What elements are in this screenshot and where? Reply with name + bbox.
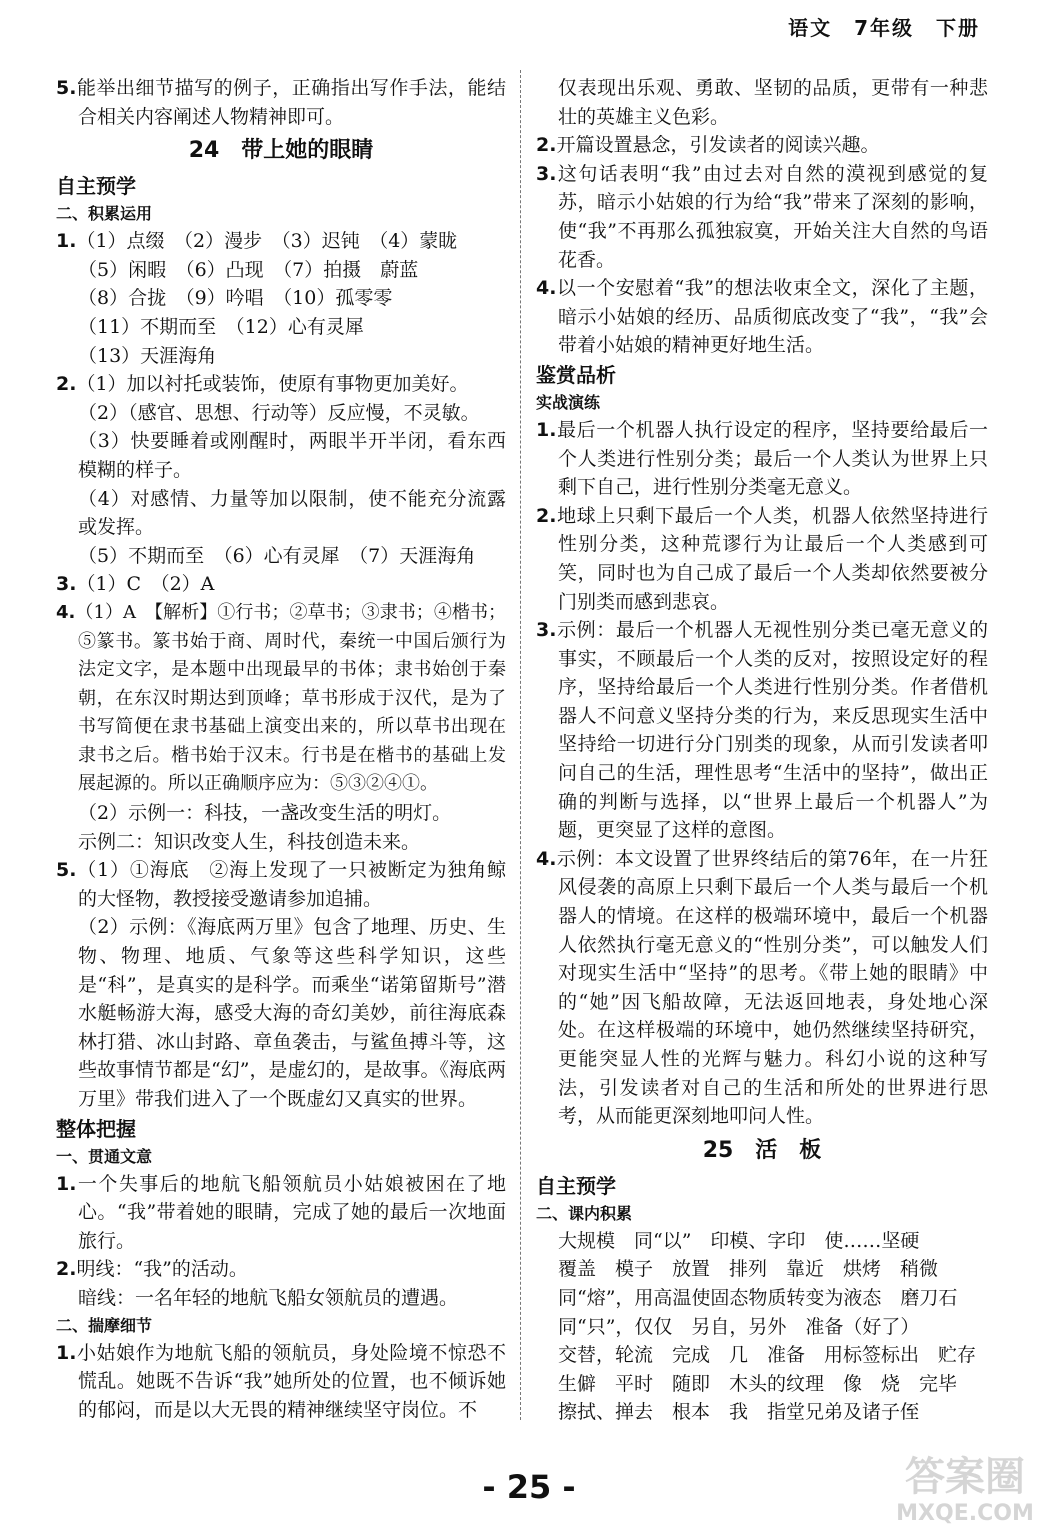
watermark-url: MXQE.COM (896, 1501, 1034, 1526)
subsection-heading: 实战演练 (536, 392, 601, 412)
answer-line: （2）（感官、思想、行动等）反应慢，不灵敏。 (78, 401, 480, 424)
answer-item: 4.示例：本文设置了世界终结后的第76年，在一片狂风侵袭的高原上只剩下最后一个人类与最后一个机器人的情境。在这样的极端环境中，最后一个机器人依然执行毫无意义的“性别分类”，可以触发人们对现实生活中“坚持”的思考。《带上她的眼睛》中的“她”因飞船故障，无法返回地表，身处地心深处。在这样极端的环境中，她仍然继续坚持研究，更能突显人性的光辉与魅力。科幻小说的这种写法，引发读者对自己的生活和所处的世界进行思考，从而能更深刻地叩问人性。 (536, 847, 988, 1128)
vocab-line: 覆盖 模子 放置 排列 靠近 烘烤 稍微 (558, 1258, 939, 1281)
subsection-heading: 二、课内积累 (536, 1203, 633, 1223)
answer-line: （11）不期而至 （12）心有灵犀 (78, 315, 364, 338)
answer-item: 3.（1）C （2）A (56, 573, 215, 596)
answer-line: （5）闲暇 （6）凸现 （7）拍摄 蔚蓝 (78, 258, 419, 281)
answer-item: 2.开篇设置悬念，引发读者的阅读兴趣。 (536, 134, 880, 157)
answer-line: 示例二：知识改变人生，科技创造未来。 (78, 830, 421, 853)
answer-item: 4.（1）A 【解析】①行书；②草书；③隶书；④楷书；⑤篆书。篆书始于商、周时代，秦统一中国后颁行为法定文字，是本题中出现最早的书体；隶书始创于秦朝，在东汉时期达到顶峰；草书形成于汉代，是为了书写简便在隶书基础上演变出来的，所以草书出现在隶书之后。楷书始于汉末。行书是在楷书的基础上发展起源的。所以正确顺序应为：⑤③②④①。 (56, 601, 506, 795)
column-divider (520, 70, 521, 1420)
subsection-heading: 一、贯通文意 (56, 1146, 153, 1166)
answer-line: 仅表现出乐观、勇敢、坚韧的品质，更带有一种悲壮的英雄主义色彩。 (558, 77, 988, 128)
answer-line: （2）示例：《海底两万里》包含了地理、历史、生物、物理、地质、气象等这些科学知识，这些是“科”，是真实的是科学。而乘坐“诺第留斯号”潜水艇畅游大海，感受大海的奇幻美妙，前往海底森林打猎、冰山封路、章鱼袭击，与鲨鱼搏斗等，这些故事情节都是“幻”，是虚幻的，是故事。《海底两万里》带我们进入了一个既虚幻又真实的世界。 (78, 916, 506, 1110)
subsection-heading: 二、揣摩细节 (56, 1315, 153, 1335)
answer-line: （13）天涯海角 (78, 344, 217, 367)
answer-item: 2.地球上只剩下最后一个人类，机器人依然坚持进行性别分类，这种荒谬行为让最后一个人类感到可笑，同时也为自己成了最后一个人类却依然要被分门别类而感到悲哀。 (536, 504, 988, 613)
vocab-line: 同“熔”，用高温使固态物质转变为液态 磨刀石 (558, 1286, 958, 1309)
answer-line: 暗线：一名年轻的地航飞船女领航员的遭遇。 (78, 1286, 459, 1309)
answer-item: 5.能举出细节描写的例子，正确指出写作手法，能结合相关内容阐述人物精神即可。 (56, 77, 506, 128)
vocab-line: 擦拭、掸去 根本 我 指堂兄弟及诸子侄 (558, 1401, 920, 1424)
section-heading: 鉴赏品析 (536, 362, 616, 387)
answer-line: （5）不期而至 （6）心有灵犀 （7）天涯海角 (78, 544, 476, 567)
answer-item: 1.小姑娘作为地航飞船的领航员，身处险境不惊恐不慌乱。她既不告诉“我”她所处的位置，也不倾诉她的郁闷，而是以大无畏的精神继续坚守岗位。不 (56, 1341, 506, 1421)
vocab-line: 同“只”，仅仅 另自，另外 准备（好了） (558, 1315, 920, 1338)
right-column (536, 74, 988, 1427)
page-number: - 25 - (482, 1468, 576, 1506)
answer-item: 4.以一个安慰着“我”的想法收束全文，深化了主题，暗示小姑娘的经历、品质彻底改变了“我”，“我”会带着小姑娘的精神更好地生活。 (536, 277, 988, 357)
answer-line: （2）示例一：科技，一盏改变生活的明灯。 (78, 802, 452, 825)
answer-item: 1.（1）点缀 （2）漫步 （3）迟钝 （4）蒙眬 (56, 230, 458, 253)
vocab-line: 生僻 平时 随即 木头的纹理 像 烧 完毕 (558, 1372, 958, 1395)
answer-item: 3.这句话表明“我”由过去对自然的漠视到感觉的复苏，暗示小姑娘的行为给“我”带来了深刻的影响，使“我”不再那么孤独寂寞，开始关注大自然的鸟语花香。 (536, 162, 988, 271)
watermark-text: 答案圈 (905, 1454, 1025, 1500)
section-heading: 整体把握 (56, 1116, 136, 1141)
answer-line: （8）合拢 （9）吟唱 （10）孤零零 (78, 287, 393, 310)
lesson-title: 24 带上她的眼睛 (188, 138, 374, 164)
vocab-line: 大规模 同“以” 印模、字印 使……坚硬 (558, 1229, 920, 1252)
answer-line: （3）快要睡着或刚醒时，两眼半开半闭，看东西模糊的样子。 (78, 430, 506, 481)
answer-line: （4）对感情、力量等加以限制，使不能充分流露或发挥。 (78, 487, 506, 539)
left-column (56, 74, 506, 1424)
subsection-heading: 二、积累运用 (56, 204, 153, 224)
watermark-logo (890, 1442, 1040, 1528)
section-heading: 自主预学 (56, 174, 136, 199)
section-heading: 自主预学 (536, 1173, 616, 1198)
answer-item: 2.（1）加以衬托或装饰，使原有事物更加美好。 (56, 373, 469, 396)
answer-item: 1.最后一个机器人执行设定的程序，坚持要给最后一个人类进行性别分类；最后一个人类认为世界上只剩下自己，进行性别分类毫无意义。 (536, 418, 988, 499)
answer-item: 5.（1）①海底 ②海上发现了一只被断定为独角鲸的大怪物，教授接受邀请参加追捕。 (56, 859, 506, 910)
vocab-line: 交替，轮流 完成 几 准备 用标签标出 贮存 (558, 1344, 977, 1367)
lesson-title: 25 活 板 (702, 1137, 822, 1163)
answer-item: 3.示例：最后一个机器人无视性别分类已毫无意义的事实，不顾最后一个人类的反对，按照设定好的程序，坚持给最后一个人类进行性别分类。作者借机器人不问意义坚持分类的行为，来反思现实生活中坚持给一切进行分门别类的现象，从而引发读者叩问自己的生活，理性思考“生活中的坚持”，做出正确的判断与选择，以“世界上最后一个机器人”为题，更突显了这样的意图。 (536, 619, 988, 842)
answer-item: 1.一个失事后的地航飞船领航员小姑娘被困在了地心。“我”带着她的眼睛，完成了她的最后一次地面旅行。 (56, 1172, 506, 1252)
answer-item: 2.明线：“我”的活动。 (56, 1258, 248, 1281)
page-header: 语文 7年级 下册 (788, 16, 980, 40)
